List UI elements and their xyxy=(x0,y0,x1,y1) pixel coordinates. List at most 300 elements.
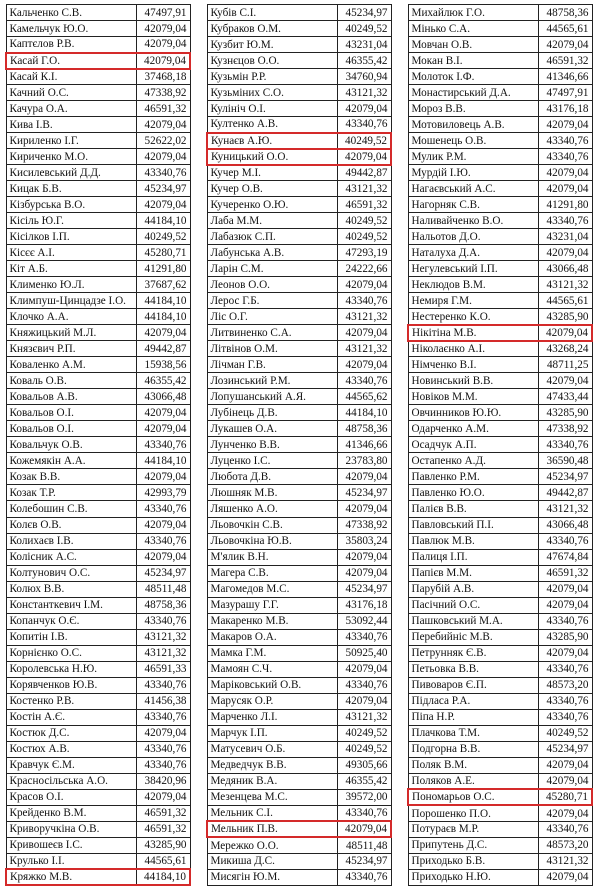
table-row xyxy=(408,581,592,597)
table-row xyxy=(207,741,391,757)
amount-cell: 42079,04 xyxy=(136,117,190,133)
person-name-cell: Кубів С.І. xyxy=(207,5,337,21)
table-row xyxy=(207,485,391,501)
table-row xyxy=(408,101,592,117)
amount-cell: 43340,76 xyxy=(136,501,190,517)
person-name-cell: Лозинський Р.М. xyxy=(207,373,337,389)
table-row xyxy=(6,373,190,389)
person-name-cell: Мотовиловець А.В. xyxy=(408,117,538,133)
table-row xyxy=(6,709,190,725)
person-name-cell: Куницький О.О. xyxy=(207,149,337,165)
person-name-cell: Ларін С.М. xyxy=(207,261,337,277)
person-name-cell: Кузьміних С.О. xyxy=(207,85,337,101)
amount-cell: 44184,10 xyxy=(136,293,190,309)
table-row xyxy=(6,821,190,837)
person-name-cell: Лабунська А.В. xyxy=(207,245,337,261)
amount-cell: 49442,87 xyxy=(538,485,592,501)
person-name-cell: Монастирський Д.А. xyxy=(408,85,538,101)
table-row xyxy=(408,773,592,789)
table-row xyxy=(6,405,190,421)
table-row xyxy=(207,645,391,661)
table-row xyxy=(207,389,391,405)
person-name-cell: Німченко В.І. xyxy=(408,357,538,373)
amount-cell: 43340,76 xyxy=(538,437,592,453)
table-row xyxy=(207,629,391,645)
table-row xyxy=(408,181,592,197)
amount-cell: 42079,04 xyxy=(538,773,592,789)
table-row xyxy=(408,245,592,261)
table-row xyxy=(408,517,592,533)
person-name-cell: Пашковський М.А. xyxy=(408,613,538,629)
amount-cell: 43340,76 xyxy=(538,133,592,149)
amount-cell: 42079,04 xyxy=(136,325,190,341)
table-row xyxy=(207,661,391,677)
person-name-cell: Кунаєв А.Ю. xyxy=(207,133,337,149)
table-row xyxy=(207,773,391,789)
table-row xyxy=(207,357,391,373)
table-row xyxy=(207,453,391,469)
person-name-cell: Климпуш-Цинцадзе І.О. xyxy=(6,293,136,309)
table-row xyxy=(207,805,391,821)
table-row xyxy=(6,485,190,501)
person-name-cell: Каптєлов Р.В. xyxy=(6,37,136,53)
amount-cell: 45234,97 xyxy=(337,853,391,869)
amount-cell: 48511,48 xyxy=(337,837,391,853)
table-row xyxy=(408,261,592,277)
amount-cell: 44184,10 xyxy=(136,869,190,885)
amount-cell: 41346,66 xyxy=(337,437,391,453)
table-row xyxy=(408,821,592,837)
person-name-cell: Княжицький М.Л. xyxy=(6,325,136,341)
amount-cell: 43121,32 xyxy=(136,645,190,661)
person-name-cell: Костюк Д.С. xyxy=(6,725,136,741)
amount-cell: 40249,52 xyxy=(337,133,391,149)
person-name-cell: Льовочкіна Ю.В. xyxy=(207,533,337,549)
amount-cell: 24222,66 xyxy=(337,261,391,277)
person-name-cell: Неклюдов В.М. xyxy=(408,277,538,293)
amount-cell: 44184,10 xyxy=(337,405,391,421)
person-name-cell: Ковальов О.І. xyxy=(6,405,136,421)
table-row xyxy=(207,405,391,421)
amount-cell: 37687,62 xyxy=(136,277,190,293)
person-name-cell: Папієв М.М. xyxy=(408,565,538,581)
amount-cell: 43121,32 xyxy=(337,341,391,357)
person-name-cell: Овчинников Ю.Ю. xyxy=(408,405,538,421)
table-row xyxy=(6,677,190,693)
amount-cell: 42079,04 xyxy=(136,469,190,485)
table-row xyxy=(6,725,190,741)
person-name-cell: Молоток І.Ф. xyxy=(408,69,538,85)
amount-cell: 42079,04 xyxy=(337,149,391,165)
amount-cell: 42079,04 xyxy=(538,757,592,773)
table-row xyxy=(408,453,592,469)
person-name-cell: Колихаєв І.В. xyxy=(6,533,136,549)
table-row xyxy=(207,85,391,101)
person-name-cell: Кузнєцов О.О. xyxy=(207,53,337,69)
table-row xyxy=(408,277,592,293)
person-name-cell: Клочко А.А. xyxy=(6,309,136,325)
amount-cell: 42079,04 xyxy=(337,501,391,517)
person-name-cell: Павленко Ю.О. xyxy=(408,485,538,501)
amount-cell: 43121,32 xyxy=(337,85,391,101)
table-row xyxy=(6,293,190,309)
person-name-cell: Ковальов О.І. xyxy=(6,421,136,437)
amount-cell: 47433,44 xyxy=(538,389,592,405)
table-row xyxy=(408,149,592,165)
person-name-cell: Костенко Р.В. xyxy=(6,693,136,709)
table-row xyxy=(207,21,391,37)
table-row xyxy=(207,789,391,805)
person-name-cell: Пономарьов О.С. xyxy=(408,789,538,805)
table-row xyxy=(408,197,592,213)
table-row xyxy=(6,501,190,517)
amount-cell: 43176,18 xyxy=(337,597,391,613)
amount-cell: 40249,52 xyxy=(337,229,391,245)
amount-cell: 43340,76 xyxy=(337,805,391,821)
amount-cell: 43340,76 xyxy=(337,869,391,885)
table-row xyxy=(207,341,391,357)
table-row xyxy=(408,485,592,501)
table-row xyxy=(408,805,592,821)
amount-cell: 43340,76 xyxy=(538,613,592,629)
table-row xyxy=(6,165,190,181)
amount-cell: 45234,97 xyxy=(136,565,190,581)
table-row xyxy=(207,309,391,325)
person-name-cell: Палиця І.П. xyxy=(408,549,538,565)
amount-cell: 42079,04 xyxy=(337,277,391,293)
amount-cell: 42079,04 xyxy=(538,645,592,661)
table-row xyxy=(6,341,190,357)
amount-cell: 43340,76 xyxy=(538,821,592,837)
person-name-cell: Копитін І.В. xyxy=(6,629,136,645)
amount-cell: 43121,32 xyxy=(538,501,592,517)
table-row xyxy=(408,693,592,709)
table-row xyxy=(207,549,391,565)
amount-cell: 45234,97 xyxy=(538,741,592,757)
person-name-cell: Леонов О.О. xyxy=(207,277,337,293)
table-row-highlighted xyxy=(207,821,391,837)
amount-cell: 40249,52 xyxy=(337,21,391,37)
amount-cell: 45280,71 xyxy=(538,789,592,805)
person-name-cell: Кізбурська В.О. xyxy=(6,197,136,213)
person-name-cell: Кіт А.Б. xyxy=(6,261,136,277)
column-2 xyxy=(206,4,392,886)
amount-cell: 47497,91 xyxy=(136,5,190,21)
person-name-cell: Лубінець Д.В. xyxy=(207,405,337,421)
table-row xyxy=(207,677,391,693)
table-row xyxy=(207,693,391,709)
person-name-cell: Коваль О.В. xyxy=(6,373,136,389)
person-name-cell: Кузбит Ю.М. xyxy=(207,37,337,53)
table-row xyxy=(6,549,190,565)
amount-cell: 48511,48 xyxy=(136,581,190,597)
amount-cell: 46591,32 xyxy=(136,821,190,837)
table-row xyxy=(408,725,592,741)
person-name-cell: Негулевський І.П. xyxy=(408,261,538,277)
person-name-cell: Марусяк О.Р. xyxy=(207,693,337,709)
table-row xyxy=(408,229,592,245)
person-name-cell: Лаба М.М. xyxy=(207,213,337,229)
amount-cell: 42079,04 xyxy=(136,789,190,805)
amount-cell: 43066,48 xyxy=(538,261,592,277)
table-row xyxy=(207,725,391,741)
person-name-cell: Лопушанський А.Я. xyxy=(207,389,337,405)
amount-cell: 45234,97 xyxy=(136,181,190,197)
person-name-cell: Мошенець О.В. xyxy=(408,133,538,149)
amount-cell: 45234,97 xyxy=(538,469,592,485)
person-name-cell: Михайлюк Г.О. xyxy=(408,5,538,21)
amount-cell: 40249,52 xyxy=(136,229,190,245)
person-name-cell: Качний О.С. xyxy=(6,85,136,101)
person-name-cell: Новіков М.М. xyxy=(408,389,538,405)
table-row xyxy=(207,869,391,885)
table-row xyxy=(6,325,190,341)
table-row xyxy=(408,389,592,405)
table-row xyxy=(6,453,190,469)
amount-cell: 41291,80 xyxy=(136,261,190,277)
amount-cell: 34760,94 xyxy=(337,69,391,85)
person-name-cell: Мулик Р.М. xyxy=(408,149,538,165)
table-row xyxy=(6,533,190,549)
amount-cell: 42993,79 xyxy=(136,485,190,501)
table-row xyxy=(408,565,592,581)
person-name-cell: Микиша Д.С. xyxy=(207,853,337,869)
table-row xyxy=(408,677,592,693)
person-name-cell: Култенко А.В. xyxy=(207,117,337,133)
amount-cell: 43340,76 xyxy=(538,693,592,709)
table-row xyxy=(408,21,592,37)
person-name-cell: Перебийніс М.В. xyxy=(408,629,538,645)
amount-cell: 48573,20 xyxy=(538,837,592,853)
amount-cell: 52622,02 xyxy=(136,133,190,149)
amount-cell: 48758,36 xyxy=(136,597,190,613)
table-row-highlighted xyxy=(6,53,190,69)
table-row xyxy=(408,5,592,21)
table-row xyxy=(6,741,190,757)
amount-cell: 48573,20 xyxy=(538,677,592,693)
table-row xyxy=(408,837,592,853)
amount-cell: 53092,44 xyxy=(337,613,391,629)
person-name-cell: Медяник В.А. xyxy=(207,773,337,789)
table-row xyxy=(207,501,391,517)
table-row xyxy=(6,469,190,485)
table-row xyxy=(207,517,391,533)
person-name-cell: Кива І.В. xyxy=(6,117,136,133)
table-row xyxy=(6,133,190,149)
amount-cell: 43268,24 xyxy=(538,341,592,357)
person-name-cell: Мазурашу Г.Г. xyxy=(207,597,337,613)
table-row xyxy=(207,293,391,309)
amount-cell: 43340,76 xyxy=(136,437,190,453)
person-name-cell: Камельчук Ю.О. xyxy=(6,21,136,37)
person-name-cell: Костін А.Є. xyxy=(6,709,136,725)
person-name-cell: Колтунович О.С. xyxy=(6,565,136,581)
amount-cell: 49442,87 xyxy=(136,341,190,357)
table-row xyxy=(207,229,391,245)
person-name-cell: Приходько Н.Ю. xyxy=(408,869,538,885)
table-row xyxy=(6,853,190,869)
amount-cell: 45280,71 xyxy=(136,245,190,261)
amount-cell: 43066,48 xyxy=(538,517,592,533)
table-row xyxy=(6,645,190,661)
table-row xyxy=(207,37,391,53)
person-name-cell: Подгорна В.В. xyxy=(408,741,538,757)
person-name-cell: Колюх В.В. xyxy=(6,581,136,597)
person-name-cell: М'ялик В.Н. xyxy=(207,549,337,565)
person-name-cell: Мінько С.А. xyxy=(408,21,538,37)
table-row xyxy=(408,597,592,613)
person-name-cell: Нестеренко К.О. xyxy=(408,309,538,325)
table-row xyxy=(408,373,592,389)
amount-cell: 43340,76 xyxy=(136,741,190,757)
amount-cell: 23783,80 xyxy=(337,453,391,469)
person-name-cell: Кулініч О.І. xyxy=(207,101,337,117)
amount-cell: 43340,76 xyxy=(136,677,190,693)
person-name-cell: Палієв В.В. xyxy=(408,501,538,517)
table-row xyxy=(6,69,190,85)
table-row xyxy=(6,517,190,533)
table-row xyxy=(408,661,592,677)
table-row-highlighted xyxy=(207,149,391,165)
person-name-cell: Остапенко А.Д. xyxy=(408,453,538,469)
person-name-cell: Крулько І.І. xyxy=(6,853,136,869)
person-name-cell: Петрунняк Є.В. xyxy=(408,645,538,661)
amount-cell: 43340,76 xyxy=(337,677,391,693)
table-row xyxy=(207,101,391,117)
table-row xyxy=(6,597,190,613)
table-row xyxy=(6,773,190,789)
amount-cell: 46591,33 xyxy=(136,661,190,677)
table-row xyxy=(207,757,391,773)
amount-cell: 41456,38 xyxy=(136,693,190,709)
person-name-cell: Магера С.В. xyxy=(207,565,337,581)
amount-cell: 38420,96 xyxy=(136,773,190,789)
amount-cell: 47293,19 xyxy=(337,245,391,261)
table-row xyxy=(408,117,592,133)
person-name-cell: Ліс О.Г. xyxy=(207,309,337,325)
person-name-cell: Ляшенко А.О. xyxy=(207,501,337,517)
amount-cell: 43340,76 xyxy=(136,709,190,725)
amount-cell: 41291,80 xyxy=(538,197,592,213)
amount-cell: 48758,36 xyxy=(337,421,391,437)
amount-cell: 42079,04 xyxy=(136,149,190,165)
table-row xyxy=(207,373,391,389)
person-name-cell: Мисягін Ю.М. xyxy=(207,869,337,885)
person-name-cell: Порошенко П.О. xyxy=(408,805,538,821)
table-row xyxy=(207,165,391,181)
table-row xyxy=(207,597,391,613)
amount-cell: 42079,04 xyxy=(136,421,190,437)
table-row xyxy=(207,469,391,485)
person-name-cell: Князєвич Р.П. xyxy=(6,341,136,357)
person-name-cell: Магомедов М.С. xyxy=(207,581,337,597)
amount-cell: 48758,36 xyxy=(538,5,592,21)
column-1 xyxy=(5,4,191,886)
amount-cell: 43340,76 xyxy=(136,533,190,549)
table-row xyxy=(408,757,592,773)
person-name-cell: Матусевич О.Б. xyxy=(207,741,337,757)
amount-cell: 44565,62 xyxy=(337,389,391,405)
table-row-highlighted xyxy=(408,789,592,805)
amount-cell: 43285,90 xyxy=(538,309,592,325)
table-row xyxy=(408,53,592,69)
amount-cell: 39572,00 xyxy=(337,789,391,805)
amount-cell: 47674,84 xyxy=(538,549,592,565)
amount-cell: 49442,87 xyxy=(337,165,391,181)
amount-cell: 44184,10 xyxy=(136,309,190,325)
table-row xyxy=(408,645,592,661)
table-row xyxy=(6,245,190,261)
amount-cell: 42079,04 xyxy=(136,37,190,53)
person-name-cell: Осадчук А.П. xyxy=(408,437,538,453)
table-row xyxy=(408,165,592,181)
table-row xyxy=(6,693,190,709)
amount-cell: 43285,90 xyxy=(538,629,592,645)
table-row xyxy=(6,837,190,853)
amount-cell: 47497,91 xyxy=(538,85,592,101)
amount-cell: 46355,42 xyxy=(136,373,190,389)
table-row xyxy=(408,405,592,421)
table-row xyxy=(408,309,592,325)
person-name-cell: Касай Г.О. xyxy=(6,53,136,69)
table-row xyxy=(408,629,592,645)
person-name-cell: Кісіль Ю.Г. xyxy=(6,213,136,229)
amount-cell: 47338,92 xyxy=(538,421,592,437)
table-row xyxy=(408,869,592,885)
person-name-cell: Павленко Р.М. xyxy=(408,469,538,485)
amount-cell: 42079,04 xyxy=(337,821,391,837)
person-name-cell: Нальотов Д.О. xyxy=(408,229,538,245)
table-row xyxy=(207,117,391,133)
amount-cell: 44184,10 xyxy=(136,213,190,229)
person-name-cell: Корявченков Ю.В. xyxy=(6,677,136,693)
amount-cell: 42079,04 xyxy=(538,581,592,597)
table-row xyxy=(6,229,190,245)
table-row xyxy=(207,261,391,277)
person-name-cell: Льовочкін С.В. xyxy=(207,517,337,533)
table-row xyxy=(207,69,391,85)
table-row xyxy=(6,565,190,581)
amount-cell: 43231,04 xyxy=(538,229,592,245)
person-name-cell: Мокан В.І. xyxy=(408,53,538,69)
amount-cell: 42079,04 xyxy=(337,357,391,373)
table-row xyxy=(6,277,190,293)
amount-cell: 35803,24 xyxy=(337,533,391,549)
amount-cell: 43176,18 xyxy=(538,101,592,117)
person-name-cell: Колісник А.С. xyxy=(6,549,136,565)
person-name-cell: Кучер М.І. xyxy=(207,165,337,181)
person-name-cell: Корнієнко О.С. xyxy=(6,645,136,661)
amount-cell: 40249,52 xyxy=(337,741,391,757)
table-row xyxy=(408,501,592,517)
amount-cell: 43285,90 xyxy=(136,837,190,853)
table-row xyxy=(207,853,391,869)
person-name-cell: Мережко О.О. xyxy=(207,837,337,853)
person-name-cell: Мельник П.В. xyxy=(207,821,337,837)
person-name-cell: Марченко Л.І. xyxy=(207,709,337,725)
table-row xyxy=(6,101,190,117)
amount-cell: 43340,76 xyxy=(538,213,592,229)
table-row xyxy=(207,245,391,261)
table-row xyxy=(408,741,592,757)
person-name-cell: Кириченко М.О. xyxy=(6,149,136,165)
person-name-cell: Копанчук О.Є. xyxy=(6,613,136,629)
person-name-cell: Лерос Г.Б. xyxy=(207,293,337,309)
person-name-cell: Мезенцева М.С. xyxy=(207,789,337,805)
table-row xyxy=(408,85,592,101)
person-name-cell: Кісєє А.І. xyxy=(6,245,136,261)
table-row xyxy=(6,21,190,37)
